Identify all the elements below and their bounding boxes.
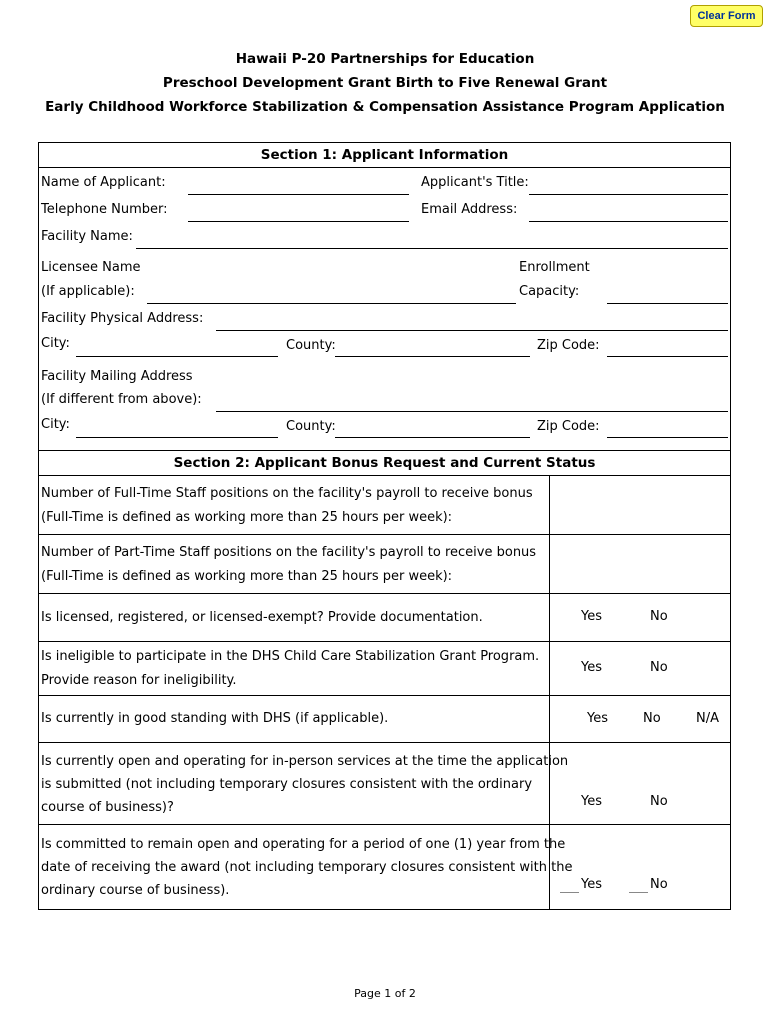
email-field[interactable] [529,221,728,222]
name-field[interactable] [188,194,409,195]
county-field[interactable] [335,356,530,357]
facility-field[interactable] [136,248,728,249]
page-number: Page 1 of 2 [354,987,416,1000]
question-ineligible-2: Provide reason for ineligibility. [41,673,237,688]
good-standing-no[interactable]: No [643,711,661,726]
committed-yes[interactable]: Yes [581,877,602,892]
county-label: County: [286,338,336,353]
section2-header: Section 2: Applicant Bonus Request and Current Status [173,455,596,471]
question-licensed: Is licensed, registered, or licensed-exempt? Provide documentation. [41,610,483,625]
title-label: Applicant's Title: [421,175,529,190]
facility-label: Facility Name: [41,229,133,244]
question-committed-2: date of receiving the award (not including temporary closures consistent with the [41,860,573,875]
question-good-standing: Is currently in good standing with DHS (if applicable). [41,711,389,726]
doc-title-2: Preschool Development Grant Birth to Five Renewal Grant [162,75,608,91]
pt-staff-input[interactable] [551,536,729,592]
ft-staff-input[interactable] [551,477,729,533]
good-standing-na[interactable]: N/A [696,711,719,726]
email-label: Email Address: [421,202,518,217]
pt-staff-text-1: Number of Part-Time Staff positions on the facility's payroll to receive bonus [41,545,537,560]
mailing-county-field[interactable] [335,437,530,438]
committed-yes-blank[interactable] [560,892,579,893]
mailing-city-label: City: [41,417,70,432]
doc-title-3: Early Childhood Workforce Stabilization & Compensation Assistance Program Application [45,99,725,115]
section1-header: Section 1: Applicant Information [260,147,509,163]
enrollment-field[interactable] [607,303,728,304]
question-committed-1: Is committed to remain open and operating for a period of one (1) year from the [41,837,566,852]
enrollment-label-1: Enrollment [519,260,590,275]
physical-address-label: Facility Physical Address: [41,311,204,326]
enrollment-label-2: Capacity: [519,284,580,299]
question-open-2: is submitted (not including temporary closures consistent with the ordinary [41,777,533,792]
mailing-county-label: County: [286,419,336,434]
mailing-address-field[interactable] [216,411,728,412]
physical-address-field[interactable] [216,330,728,331]
phone-field[interactable] [188,221,409,222]
open-no[interactable]: No [650,794,668,809]
city-field[interactable] [76,356,278,357]
clear-form-button[interactable]: Clear Form [690,5,763,27]
committed-no-blank[interactable] [629,892,648,893]
zip-label: Zip Code: [537,338,600,353]
question-committed-3: ordinary course of business). [41,883,230,898]
licensee-label-1: Licensee Name [41,260,141,275]
good-standing-yes[interactable]: Yes [587,711,608,726]
phone-label: Telephone Number: [41,202,168,217]
ineligible-yes[interactable]: Yes [581,660,602,675]
zip-field[interactable] [607,356,728,357]
licensed-no[interactable]: No [650,609,668,624]
ft-staff-text-1: Number of Full-Time Staff positions on the facility's payroll to receive bonus [41,486,533,501]
name-label: Name of Applicant: [41,175,166,190]
ft-staff-text-2: (Full-Time is defined as working more than 25 hours per week): [41,510,453,525]
title-field[interactable] [529,194,728,195]
open-yes[interactable]: Yes [581,794,602,809]
licensee-label-2: (If applicable): [41,284,135,299]
mailing-zip-field[interactable] [607,437,728,438]
pt-staff-text-2: (Full-Time is defined as working more than 25 hours per week): [41,569,453,584]
licensed-yes[interactable]: Yes [581,609,602,624]
committed-no[interactable]: No [650,877,668,892]
mailing-address-label-2: (If different from above): [41,392,202,407]
question-ineligible-1: Is ineligible to participate in the DHS Child Care Stabilization Grant Program. [41,649,540,664]
licensee-field[interactable] [147,303,516,304]
mailing-city-field[interactable] [76,437,278,438]
question-open-1: Is currently open and operating for in-person services at the time the application [41,754,569,769]
ineligible-no[interactable]: No [650,660,668,675]
city-label: City: [41,336,70,351]
question-open-3: course of business)? [41,800,174,815]
mailing-zip-label: Zip Code: [537,419,600,434]
mailing-address-label-1: Facility Mailing Address [41,369,193,384]
doc-title-1: Hawaii P-20 Partnerships for Education [235,51,535,67]
